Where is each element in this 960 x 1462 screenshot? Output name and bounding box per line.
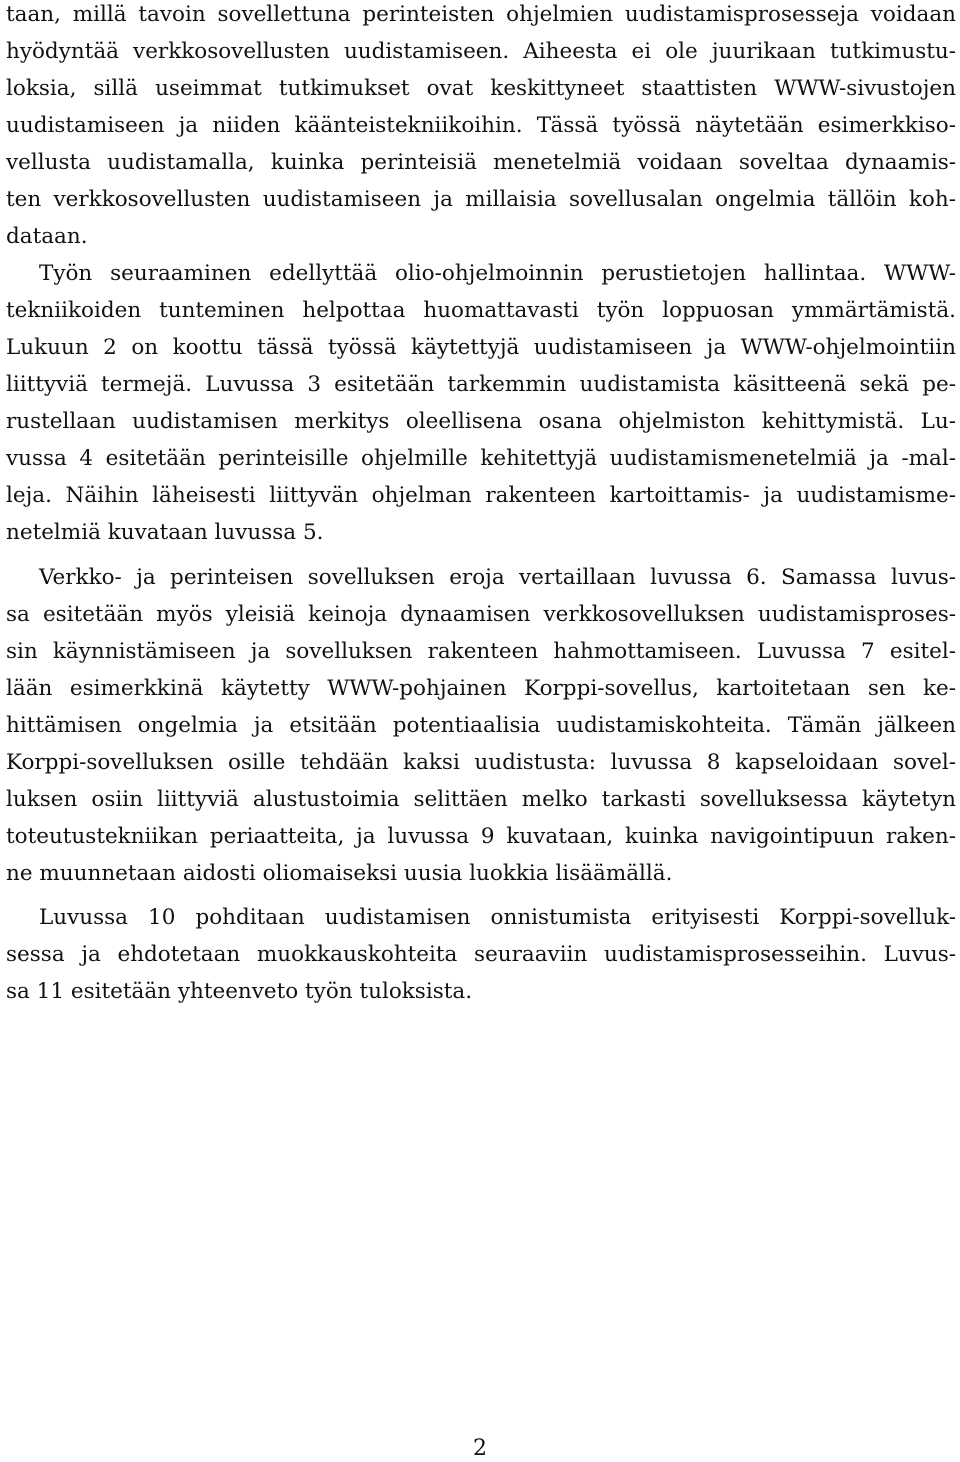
text-line: loksia, sillä useimmat tutkimukset ovat keskittyneet staattisten WWW-sivustojen <box>6 76 956 101</box>
text-line: lään esimerkkinä käytetty WWW-pohjainen Korppi-sovellus, kartoitetaan sen ke- <box>6 676 956 701</box>
text-line: rustellaan uudistamisen merkitys oleellisena osana ohjelmiston kehittymistä. Lu- <box>6 409 956 434</box>
text-line: ten verkkosovellusten uudistamiseen ja millaisia sovellusalan ongelmia tällöin koh- <box>6 187 956 212</box>
text-line: tekniikoiden tunteminen helpottaa huomattavasti työn loppuosan ymmärtämistä. <box>6 298 956 323</box>
text-line: toteutustekniikan periaatteita, ja luvussa 9 kuvataan, kuinka navigointipuun raken- <box>6 824 956 849</box>
text-line: dataan. <box>6 224 88 249</box>
text-line: hyödyntää verkkosovellusten uudistamiseen. Aiheesta ei ole juurikaan tutkimustu- <box>6 39 956 64</box>
text-line: Verkko- ja perinteisen sovelluksen eroja vertaillaan luvussa 6. Samassa luvus- <box>39 565 956 590</box>
text-line: Korppi-sovelluksen osille tehdään kaksi uudistusta: luvussa 8 kapseloidaan sovel- <box>6 750 956 775</box>
text-line: netelmiä kuvataan luvussa 5. <box>6 520 324 545</box>
text-line: uudistamiseen ja niiden käänteistekniikoihin. Tässä työssä näytetään esimerkkiso- <box>6 113 956 138</box>
text-line: Luvussa 10 pohditaan uudistamisen onnistumista erityisesti Korppi-sovelluk- <box>39 905 956 930</box>
text-line: sin käynnistämiseen ja sovelluksen rakenteen hahmottamiseen. Luvussa 7 esitel- <box>6 639 956 664</box>
page-number: 2 <box>473 1436 487 1461</box>
text-line: vussa 4 esitetään perinteisille ohjelmille kehitettyjä uudistamismenetelmiä ja -mal- <box>6 446 956 471</box>
text-line: sessa ja ehdotetaan muokkauskohteita seuraaviin uudistamisprosesseihin. Luvus- <box>6 942 956 967</box>
text-line: vellusta uudistamalla, kuinka perinteisiä menetelmiä voidaan soveltaa dynaamis- <box>6 150 956 175</box>
text-line: liittyviä termejä. Luvussa 3 esitetään tarkemmin uudistamista käsitteenä sekä pe- <box>6 372 956 397</box>
text-line: leja. Näihin läheisesti liittyvän ohjelman rakenteen kartoittamis- ja uudistamisme- <box>6 483 956 508</box>
text-line: luksen osiin liittyviä alustustoimia selittäen melko tarkasti sovelluksessa käytetyn <box>6 787 956 812</box>
text-line: taan, millä tavoin sovellettuna perinteisten ohjelmien uudistamisprosesseja voidaan <box>6 2 956 27</box>
text-line: Työn seuraaminen edellyttää olio-ohjelmoinnin perustietojen hallintaa. WWW- <box>39 261 956 286</box>
text-line: sa esitetään myös yleisiä keinoja dynaamisen verkkosovelluksen uudistamisproses- <box>6 602 956 627</box>
text-line: sa 11 esitetään yhteenveto työn tuloksista. <box>6 979 473 1004</box>
text-line: hittämisen ongelmia ja etsitään potentiaalisia uudistamiskohteita. Tämän jälkeen <box>6 713 956 738</box>
text-line: Lukuun 2 on koottu tässä työssä käytettyjä uudistamiseen ja WWW-ohjelmointiin <box>6 335 956 360</box>
text-line: ne muunnetaan aidosti oliomaiseksi uusia luokkia lisäämällä. <box>6 861 673 886</box>
